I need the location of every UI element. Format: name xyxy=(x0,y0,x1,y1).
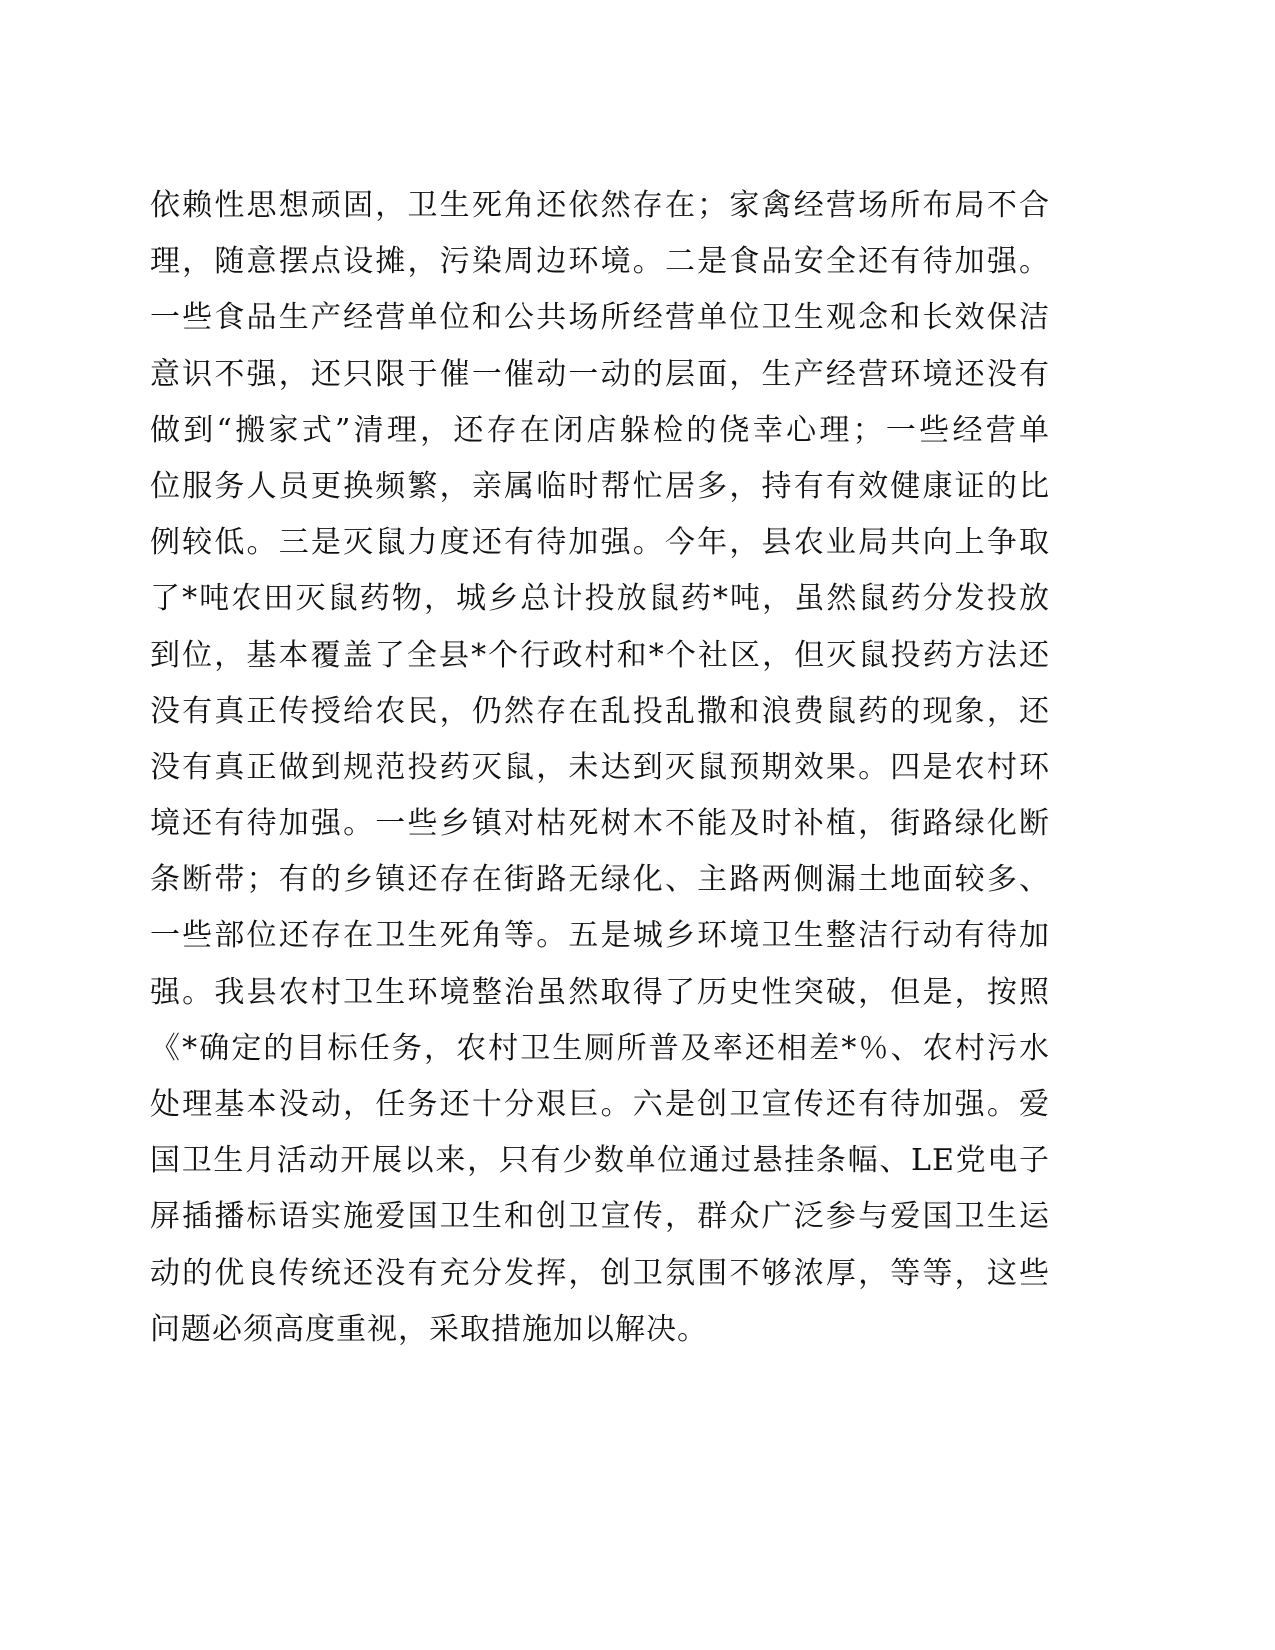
text-line: 《*确定的目标任务，农村卫生厕所普及率还相差*％、农村污水 xyxy=(150,1030,1050,1066)
text-line: 没有真正传授给农民，仍然存在乱投乱撒和浪费鼠药的现象，还 xyxy=(150,693,1050,729)
text-line: 意识不强，还只限于催一催动一动的层面，生产经营环境还没有 xyxy=(150,356,1050,392)
text-line: 境还有待加强。一些乡镇对枯死树木不能及时补植，街路绿化断 xyxy=(150,806,1050,842)
body-paragraph xyxy=(150,178,1050,1358)
text-line: 一些食品生产经营单位和公共场所经营单位卫生观念和长效保洁 xyxy=(150,300,1050,336)
text-line: 做到“搬家式”清理，还存在闭店躲检的侥幸心理；一些经营单 xyxy=(150,412,1050,448)
text-line: 到位，基本覆盖了全县*个行政村和*个社区，但灭鼠投药方法还 xyxy=(150,637,1050,673)
text-line: 没有真正做到规范投药灭鼠，未达到灭鼠预期效果。四是农村环 xyxy=(150,749,1050,785)
text-line: 了*吨农田灭鼠药物，城乡总计投放鼠药*吨，虽然鼠药分发投放 xyxy=(150,581,1050,617)
text-line: 问题必须高度重视，采取措施加以解决。 xyxy=(150,1311,708,1347)
text-line: 处理基本没动，任务还十分艰巨。六是创卫宣传还有待加强。爱 xyxy=(150,1087,1050,1122)
text-line: 理，随意摆点设摊，污染周边环境。二是食品安全还有待加强。 xyxy=(150,244,1050,280)
text-line: 国卫生月活动开展以来，只有少数单位通过悬挂条幅、LE党电子 xyxy=(150,1143,1050,1179)
text-line: 条断带；有的乡镇还存在街路无绿化、主路两侧漏土地面较多、 xyxy=(150,862,1050,898)
text-line: 屏插播标语实施爱国卫生和创卫宣传，群众广泛参与爱国卫生运 xyxy=(150,1199,1050,1235)
text-line: 位服务人员更换频繁，亲属临时帮忙居多，持有有效健康证的比 xyxy=(150,468,1050,504)
text-line: 依赖性思想顽固，卫生死角还依然存在；家禽经营场所布局不合 xyxy=(150,188,1050,223)
text-line: 例较低。三是灭鼠力度还有待加强。今年，县农业局共向上争取 xyxy=(150,525,1050,561)
text-line: 一些部位还存在卫生死角等。五是城乡环境卫生整洁行动有待加 xyxy=(150,918,1050,954)
text-line: 动的优良传统还没有充分发挥，创卫氛围不够浓厚，等等，这些 xyxy=(150,1255,1050,1291)
text-line: 强。我县农村卫生环境整治虽然取得了历史性突破，但是，按照 xyxy=(150,974,1050,1010)
